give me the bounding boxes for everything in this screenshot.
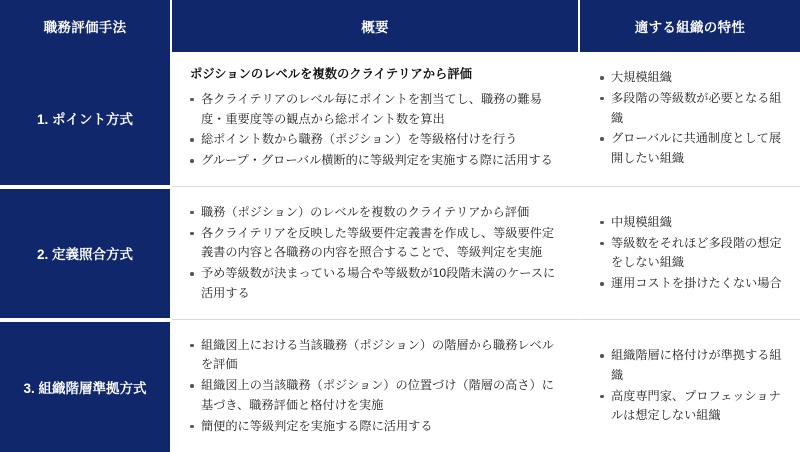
traits-cell xyxy=(580,52,800,187)
overview-cell xyxy=(172,189,580,320)
overview-bullet-list xyxy=(188,90,563,172)
traits-bullet-list xyxy=(598,68,786,170)
overview-bullet-list xyxy=(188,203,563,305)
column-header-organization-traits: 適する組織の特性 xyxy=(634,20,746,35)
table-header-row xyxy=(0,0,800,52)
list-item: グローバルに共通制度として展開したい組織 xyxy=(598,129,786,169)
traits-bullet-list xyxy=(598,213,786,295)
list-item: 各クライテリアのレベル毎にポイントを割当てし、職務の難易度・重要度等の観点から総ポイント数を算出 xyxy=(188,90,563,130)
overview-cell xyxy=(172,52,580,187)
traits-bullet-list xyxy=(598,346,786,427)
list-item: 総ポイント数から職務（ポジション）を等級格付けを行う xyxy=(188,130,563,150)
table-row xyxy=(0,322,800,452)
table-row xyxy=(0,52,800,189)
list-item: 予め等級数が決まっている場合や等級数が10段階未満のケースに活用する xyxy=(188,264,563,304)
list-item: 中規模組織 xyxy=(598,213,786,233)
column-header-method: 職務評価手法 xyxy=(0,0,172,52)
overview-bullet-list xyxy=(188,336,563,438)
traits-cell xyxy=(580,189,800,320)
list-item: 職務（ポジション）のレベルを複数のクライテリアから評価 xyxy=(188,203,563,223)
list-item: 各クライテリアを反映した等級要件定義書を作成し、等級要件定義書の内容と各職務の内容を照合することで、等級判定を実施 xyxy=(188,224,563,264)
list-item: 大規模組織 xyxy=(598,68,786,88)
method-label: 2. 定義照合方式 xyxy=(0,189,172,320)
list-item: 運用コストを掛けたくない場合 xyxy=(598,274,786,294)
list-item: 簡便的に等級判定を実施する際に活用する xyxy=(188,417,563,437)
column-header-overview: 概要 xyxy=(172,0,580,52)
list-item: 多段階の等級数が必要となる組織 xyxy=(598,89,786,129)
list-item: 高度専門家、プロフェッショナルは想定しない組織 xyxy=(598,387,786,427)
method-label: 3. 組織階層準拠方式 xyxy=(0,322,172,452)
traits-cell xyxy=(580,322,800,452)
overview-lead: ポジションのレベルを複数のクライテリアから評価 xyxy=(190,67,472,81)
list-item: 組織図上における当該職務（ポジション）の階層から職務レベルを評価 xyxy=(188,336,563,376)
overview-cell xyxy=(172,322,580,452)
list-item: 組織図上の当該職務（ポジション）の位置づけ（階層の高さ）に基づき、職務評価と格付けを実施 xyxy=(188,376,563,416)
list-item: 組織階層に格付けが準拠する組織 xyxy=(598,346,786,386)
list-item: グループ・グローバル横断的に等級判定を実施する際に活用する xyxy=(188,151,563,171)
list-item: 等級数をそれほど多段階の想定をしない組織 xyxy=(598,234,786,274)
table-row xyxy=(0,189,800,322)
method-label: 1. ポイント方式 xyxy=(0,52,172,187)
